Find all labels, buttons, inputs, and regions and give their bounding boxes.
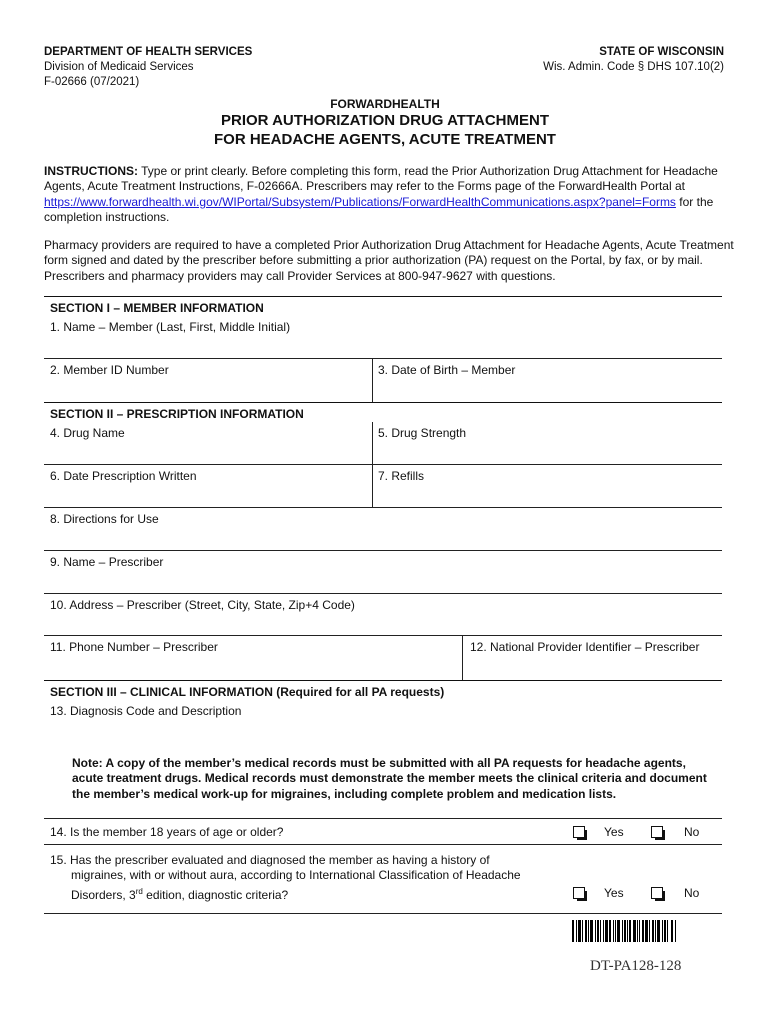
forms-link[interactable]: https://www.forwardhealth.wi.gov/WIPortal/Subsystem/Publications/ForwardHealthCommunications.aspx?panel=Forms — [44, 194, 676, 209]
row-member-id-dob — [44, 358, 722, 403]
q15-line3 — [50, 884, 558, 903]
form-id: F-02666 (07/2021) — [44, 76, 140, 88]
header-left — [44, 45, 252, 90]
row-phone-npi — [44, 635, 722, 681]
q14-yes-checkbox[interactable] — [573, 826, 585, 838]
form-title-line2: FOR HEADACHE AGENTS, ACUTE TREATMENT — [214, 130, 556, 148]
pharmacy-paragraph: Pharmacy providers are required to have a completed Prior Authorization Drug Attachment for Headache Agents, Acute Treatment form signed and dated by the prescriber before submitting a prior authorization (PA) request on the Portal, by fax, or by mail. Prescribers and pharmacy providers may call Provider Services at 800-947-9627 with questions. — [44, 238, 734, 283]
medical-records-note: Note: A copy of the member’s medical records must be submitted with all PA requests for headache agents, acute treatment drugs. Medical records must demonstrate the member meets the clinical criteria and document the member’s medical work-up for migraines, including complete problem and medication lists. — [72, 756, 707, 801]
q14-no-checkbox[interactable] — [651, 826, 663, 838]
q15-no-checkbox[interactable] — [651, 887, 663, 899]
field-prescriber-phone[interactable]: 11. Phone Number – Prescriber — [50, 640, 218, 654]
row-drug — [44, 422, 722, 464]
state-name: STATE OF WISCONSIN — [599, 46, 724, 58]
q15-line3a: Disorders, 3 — [71, 887, 136, 902]
section1-header — [44, 296, 722, 317]
admin-code: Wis. Admin. Code § DHS 107.10(2) — [543, 61, 724, 73]
section3-title: SECTION III – CLINICAL INFORMATION (Required for all PA requests) — [50, 685, 445, 699]
instructions — [44, 164, 734, 226]
field-drug-name[interactable]: 4. Drug Name — [50, 426, 125, 440]
field-date-written[interactable]: 6. Date Prescription Written — [50, 469, 197, 483]
header-right — [543, 45, 724, 75]
department-name: DEPARTMENT OF HEALTH SERVICES — [44, 46, 253, 58]
field-drug-strength[interactable]: 5. Drug Strength — [378, 426, 467, 440]
instructions-text: Type or print clearly. Before completing this form, read the Prior Authorization Drug Attachment for Headache Agents, Acute Treatment Instructions, F-02666A. Prescribers may refer to the Forms page of the ForwardHealth Portal at — [44, 164, 718, 194]
field-member-dob[interactable]: 3. Date of Birth – Member — [378, 363, 516, 377]
field-diagnosis[interactable] — [44, 700, 722, 818]
q14-yes-label: Yes — [604, 825, 624, 839]
form-title-line1: PRIOR AUTHORIZATION DRUG ATTACHMENT — [220, 112, 550, 129]
field-member-id[interactable]: 2. Member ID Number — [50, 363, 169, 377]
q15-superscript: rd — [135, 886, 143, 896]
field-refills[interactable]: 7. Refills — [378, 469, 425, 483]
q15-no-label: No — [684, 886, 700, 900]
q15-line3b: edition, diagnostic criteria? — [142, 887, 289, 902]
field-prescriber-npi[interactable]: 12. National Provider Identifier – Prescriber — [470, 640, 700, 654]
q15-yes-label: Yes — [604, 886, 624, 900]
section2-header — [44, 402, 722, 423]
question-15 — [44, 844, 722, 914]
form-title — [0, 112, 770, 149]
diagnosis-label: 13. Diagnosis Code and Description — [50, 704, 242, 718]
form-body — [44, 296, 722, 912]
division-name: Division of Medicaid Services — [44, 61, 194, 73]
instructions-text-end: for the completion instructions. — [44, 194, 714, 225]
row-date-refills — [44, 464, 722, 508]
q15-yes-checkbox[interactable] — [573, 887, 585, 899]
prescriber-address-label: 10. Address – Prescriber (Street, City, State, Zip+4 Code) — [50, 598, 355, 612]
directions-label: 8. Directions for Use — [50, 512, 159, 526]
instructions-label: INSTRUCTIONS: — [44, 164, 138, 178]
member-name-label: 1. Name – Member (Last, First, Middle Initial) — [50, 320, 291, 334]
footer-code: DT-PA128-128 — [590, 958, 682, 974]
q15-line2: migraines, with or without aura, according to International Classification of Headache — [71, 868, 521, 883]
field-prescriber-name[interactable] — [44, 550, 722, 594]
section2-title: SECTION II – PRESCRIPTION INFORMATION — [50, 407, 304, 421]
q14-label: 14. Is the member 18 years of age or older? — [50, 825, 284, 839]
program-name: FORWARDHEALTH — [330, 97, 440, 111]
question-14 — [44, 818, 722, 845]
section1-title: SECTION I – MEMBER INFORMATION — [50, 301, 264, 315]
section3-header — [44, 680, 722, 701]
q15-line1: 15. Has the prescriber evaluated and diagnosed the member as having a history of — [50, 853, 490, 867]
q14-no-label: No — [684, 825, 700, 839]
field-member-name[interactable] — [44, 316, 722, 358]
prescriber-name-label: 9. Name – Prescriber — [50, 555, 164, 569]
field-directions[interactable] — [44, 507, 722, 551]
field-prescriber-address[interactable] — [44, 593, 722, 636]
q15-label — [44, 845, 564, 913]
barcode-image — [572, 920, 708, 942]
